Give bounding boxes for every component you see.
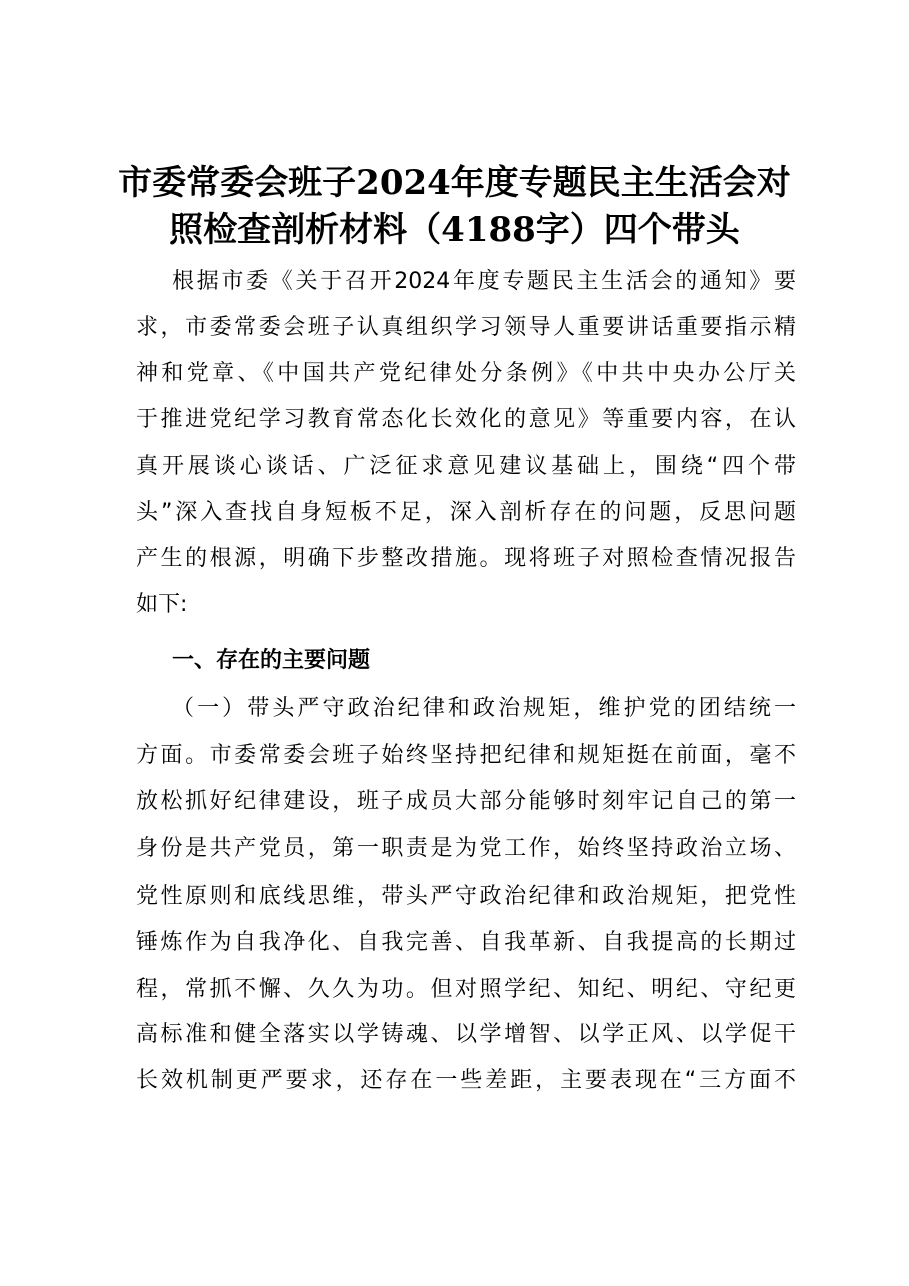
section-heading: 一、存在的主要问题 — [172, 648, 371, 673]
intro-line-7: 产生的根源，明确下步整改措施。现将班子对照检查情况报告 — [136, 546, 796, 571]
section-line-5: 党性原则和底线思维，带头严守政治纪律和政治规矩，把党性 — [136, 884, 796, 909]
document-title-line-1: 市委常委会班子2024年度专题民主生活会对 — [118, 163, 791, 203]
intro-line-8: 如下: — [136, 592, 188, 617]
section-line-9: 长效机制更严要求，还存在一些差距，主要表现在“三方面不 — [136, 1068, 796, 1093]
intro-line-6: 头”深入查找自身短板不足，深入剖析存在的问题，反思问题 — [136, 500, 796, 525]
intro-line-3: 神和党章、《中国共产党纪律处分条例》《中共中央办公厅关 — [136, 361, 796, 386]
section-line-8: 高标准和健全落实以学铸魂、以学增智、以学正风、以学促干 — [136, 1022, 796, 1047]
section-line-6: 锤炼作为自我净化、自我完善、自我革新、自我提高的长期过 — [136, 930, 796, 955]
section-line-1: （一）带头严守政治纪律和政治规矩，维护党的团结统一 — [172, 696, 796, 721]
document-title-line-2: 照检查剖析材料（4188字）四个带头 — [169, 210, 740, 250]
intro-line-4: 于推进党纪学习教育常态化长效化的意见》等重要内容，在认 — [136, 407, 796, 432]
intro-line-2: 求，市委常委会班子认真组织学习领导人重要讲话重要指示精 — [136, 315, 796, 340]
section-line-3: 放松抓好纪律建设，班子成员大部分能够时刻牢记自己的第一 — [136, 789, 796, 814]
section-line-4: 身份是共产党员，第一职责是为党工作，始终坚持政治立场、 — [136, 836, 796, 861]
section-line-2: 方面。市委常委会班子始终坚持把纪律和规矩挺在前面，毫不 — [136, 743, 796, 768]
intro-line-1: 根据市委《关于召开2024年度专题民主生活会的通知》要 — [172, 269, 796, 294]
intro-line-5: 真开展谈心谈话、广泛征求意见建议基础上，围绕“四个带 — [136, 454, 796, 479]
section-line-7: 程，常抓不懈、久久为功。但对照学纪、知纪、明纪、守纪更 — [136, 977, 796, 1002]
